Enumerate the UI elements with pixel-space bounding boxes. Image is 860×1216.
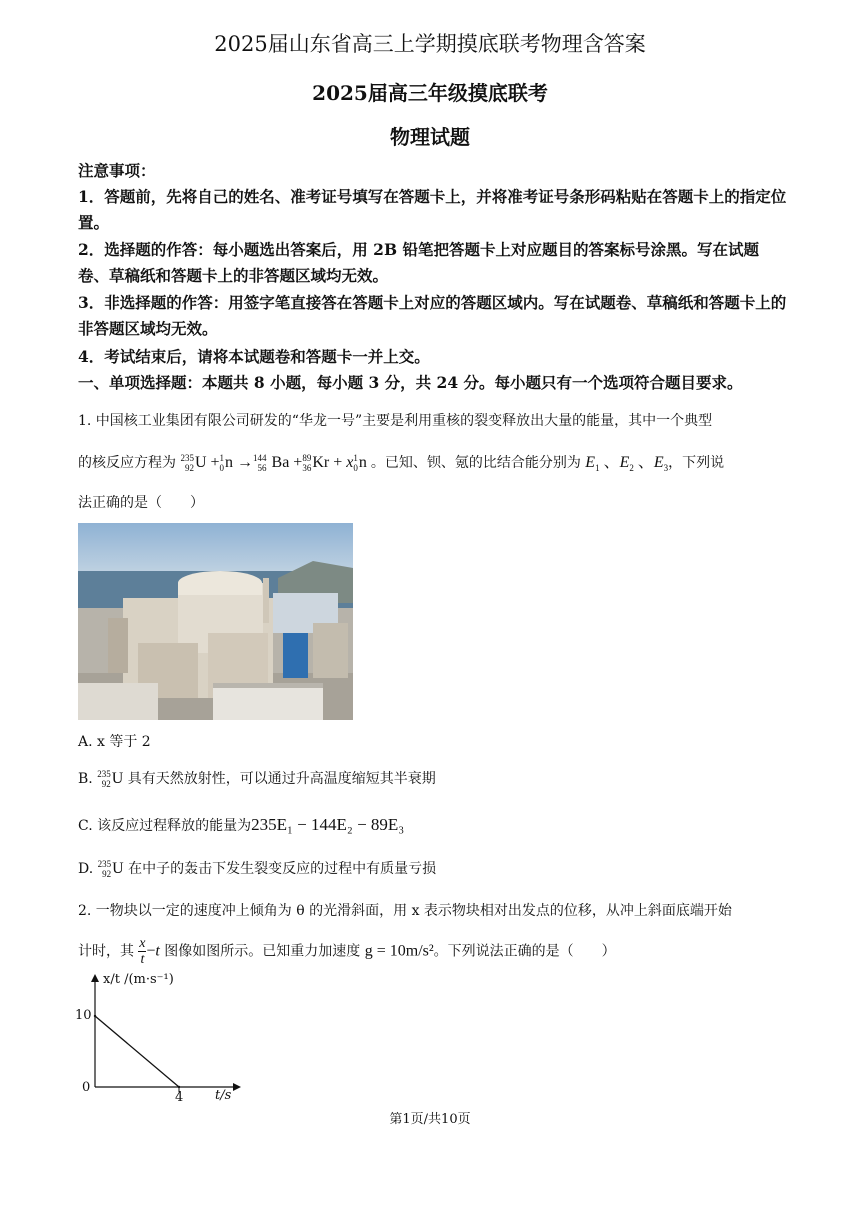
q1-line2 bbox=[78, 452, 788, 479]
nuclear-equation: 235 92U +1 0n →144 56 Ba +89 36Kr + x1 0n bbox=[180, 453, 371, 474]
x-axis-arrow bbox=[233, 1083, 241, 1091]
notice-heading: 注意事项： bbox=[78, 161, 156, 180]
q2-line1: 2. 一物块以一定的速度冲上倾角为 θ 的光滑斜面，用 x 表示物块相对出发点的位移，从冲上斜面底端开始 bbox=[78, 903, 732, 919]
q2-line2-prefix: 计时，其 bbox=[78, 943, 134, 960]
graph-y-tick: 10 bbox=[75, 1008, 92, 1023]
document-title: 2025届山东省高三上学期摸底联考物理含答案 bbox=[214, 32, 646, 56]
notice-item-2: 2．选择题的作答：每小题选出答案后，用 2B 铅笔把答题卡上对应题目的答案标号涂黑。写在试题卷、草稿纸和答题卡上的非答题区域均无效。 bbox=[78, 240, 759, 285]
graph-origin: 0 bbox=[82, 1080, 91, 1095]
q1-option-a: A. x 等于 2 bbox=[78, 734, 151, 750]
q1-option-d-text: 在中子的轰击下发生裂变反应的过程中有质量亏损 bbox=[128, 861, 437, 877]
q2-line2: 计时，其 $\frac{x}{t}-t$ 图像如图所示。已知重力加速度 g = 10m/s²。下列说法正确的是（ ） bbox=[78, 936, 616, 967]
graph-point-1 bbox=[178, 1086, 180, 1088]
q1-line3: 法正确的是（ ） bbox=[78, 495, 204, 511]
q1-option-c-formula: 235E₁ − 144E₂ − 89E₃ bbox=[251, 815, 405, 834]
exam-title: 2025届高三年级摸底联考 bbox=[312, 81, 548, 105]
subject-title: 物理试题 bbox=[390, 125, 470, 149]
notice-item-3: 3．非选择题的作答：用签字笔直接答在答题卡上对应的答题区域内。写在试题卷、草稿纸和答题卡上的非答题区域均无效。 bbox=[78, 293, 787, 338]
graph-x-label: t/s bbox=[215, 1088, 232, 1103]
q1-option-c: C. 该反应过程释放的能量为235E₁ − 144E₂ − 89E₃ bbox=[78, 815, 405, 834]
graph-x-tick: 4 bbox=[175, 1090, 184, 1105]
q1-line2-end: ，下列说 bbox=[668, 455, 725, 471]
q2-graph bbox=[75, 970, 255, 1105]
energy-symbols: $E_1$ 、$E_2$ 、$E_3$ bbox=[585, 454, 669, 474]
q1-option-c-text: 该反应过程释放的能量为 bbox=[97, 818, 252, 834]
y-axis-arrow bbox=[91, 974, 99, 982]
q1-option-d: D. 235 92U 在中子的轰击下发生裂变反应的过程中有质量亏损 bbox=[78, 859, 437, 880]
notice-item-4: 4．考试结束后，请将本试题卷和答题卡一并上交。 bbox=[78, 347, 430, 366]
hualong-one-photo bbox=[78, 523, 353, 720]
q1-line1: 1. 中国核工业集团有限公司研发的“华龙一号”主要是利用重核的裂变释放出大量的能量，其中一个典型 bbox=[78, 413, 713, 429]
notice-item-1: 1．答题前，先将自己的姓名、准考证号填写在答题卡上，并将准考证号条形码粘贴在答题卡上的指定位置。 bbox=[78, 187, 787, 232]
q2-line2-end: 。下列说法正确的是（ ） bbox=[433, 943, 616, 960]
section-heading: 一、单项选择题：本题共 8 小题，每小题 3 分，共 24 分。每小题只有一个选项符合题目要求。 bbox=[78, 373, 743, 392]
graph-y-label: x/t /(m·s⁻¹) bbox=[103, 972, 174, 987]
xt-fraction: $\frac{x}{t}$ bbox=[139, 936, 146, 967]
q1-line2-suffix: 。已知、钡、氪的比结合能分别为 bbox=[370, 455, 581, 471]
gravity-value: g = 10m/s² bbox=[364, 942, 434, 960]
q2-line2-mid: 图像如图所示。已知重力加速度 bbox=[164, 943, 361, 960]
graph-line bbox=[95, 1016, 179, 1087]
page-footer: 第1页/共10页 bbox=[389, 1112, 471, 1127]
q1-option-b: B. 235 92U 具有天然放射性，可以通过升高温度缩短其半衰期 bbox=[78, 769, 436, 790]
graph-point-0 bbox=[94, 1015, 96, 1017]
q1-option-b-text: 具有天然放射性，可以通过升高温度缩短其半衰期 bbox=[127, 771, 436, 787]
q1-line2-prefix: 的核反应方程为 bbox=[78, 455, 176, 471]
